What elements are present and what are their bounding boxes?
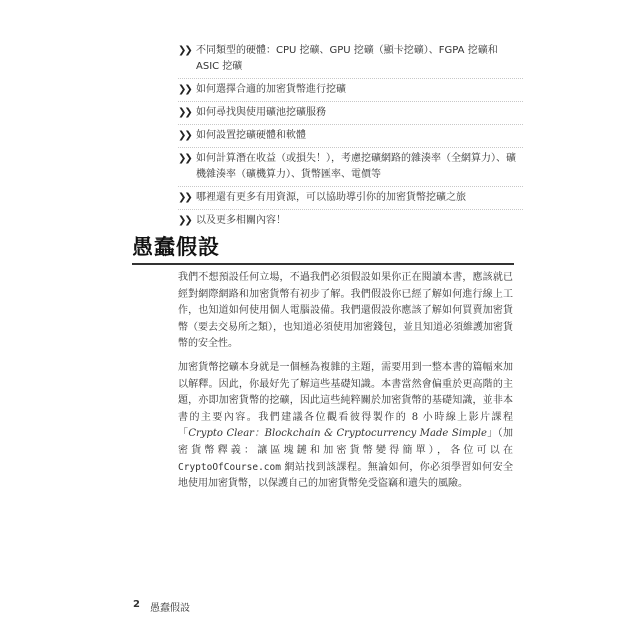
section-title: 愚蠢假設 xyxy=(132,235,220,259)
list-item xyxy=(178,125,523,148)
list-item-text: 如何計算潛在收益（或損失！），考慮挖礦網路的雜湊率（全網算力）、礦機雜湊率（礦機算力）、貨幣匯率、電價等 xyxy=(196,153,516,180)
double-chevron-right-icon: ❯❯ xyxy=(178,45,191,56)
list-item xyxy=(178,102,523,125)
list-item-text: 如何設置挖礦硬體和軟體 xyxy=(196,130,306,141)
feature-bullet-list xyxy=(178,40,523,232)
running-title: 愚蠢假設 xyxy=(149,603,190,614)
list-item-text: 不同類型的硬體：CPU 挖礦、GPU 挖礦（顯卡挖礦）、FGPA 挖礦和 ASIC 挖礦 xyxy=(196,45,498,72)
list-item xyxy=(178,40,523,79)
course-title: Crypto Clear：Blockchain & Cryptocurrency Made Simple xyxy=(188,428,487,440)
double-chevron-right-icon: ❯❯ xyxy=(178,215,191,226)
list-item-text: 如何尋找與使用礦池挖礦服務 xyxy=(196,107,326,118)
double-chevron-right-icon: ❯❯ xyxy=(178,107,191,118)
page-number: 2 xyxy=(133,599,140,610)
title-divider xyxy=(132,263,514,265)
body-paragraph-1: 我們不想預設任何立場，不過我們必須假設如果你正在閱讀本書，應該就已經對網際網路和加密貨幣有初步了解。我們假設你已經了解如何進行線上工作，也知道如何使用個人電腦設備。我們還假設你應該了解如何買賣加密貨幣（要去交易所之類），也知道必須使用加密錢包，並且知道必須維護加密貨幣的安全性。 xyxy=(178,272,513,350)
list-item xyxy=(178,79,523,102)
double-chevron-right-icon: ❯❯ xyxy=(178,153,191,164)
list-item xyxy=(178,148,523,187)
list-item-text: 哪裡還有更多有用資源，可以協助導引你的加密貨幣挖礦之旅 xyxy=(196,192,466,203)
list-item-text: 如何選擇合適的加密貨幣進行挖礦 xyxy=(196,84,346,95)
double-chevron-right-icon: ❯❯ xyxy=(178,84,191,95)
paragraph-text: 加密貨幣挖礦本身就是一個極為複雜的主題，需要用到一整本書的篇幅來加以解釋。因此，你最好先了解這些基礎知識。本書當然會偏重於更高階的主題，亦即加密貨幣的挖礦，因此這些純粹關於加密貨幣的基礎知識，並非本書的主要內容。我們建議各位觀看彼得製作的 8 小時線上影片課程「 xyxy=(178,362,513,440)
paragraph-text: 」（加密貨幣釋義：讓區塊鏈和加密貨幣變得簡單），各位可以在 xyxy=(178,428,514,456)
double-chevron-right-icon: ❯❯ xyxy=(178,130,191,141)
list-item-text: 以及更多相關內容！ xyxy=(196,215,286,226)
page-footer xyxy=(133,599,190,614)
paragraph-text: 網站找到該課程。無論如何，你必須學習如何安全地使用加密貨幣，以保護自己的加密貨幣免受盜竊和遺失的風險。 xyxy=(178,461,513,490)
website-name: CryptoOfCourse.com xyxy=(178,461,281,473)
double-chevron-right-icon: ❯❯ xyxy=(178,192,191,203)
list-item xyxy=(178,187,523,210)
list-item xyxy=(178,210,523,232)
body-paragraph-2 xyxy=(178,360,513,493)
